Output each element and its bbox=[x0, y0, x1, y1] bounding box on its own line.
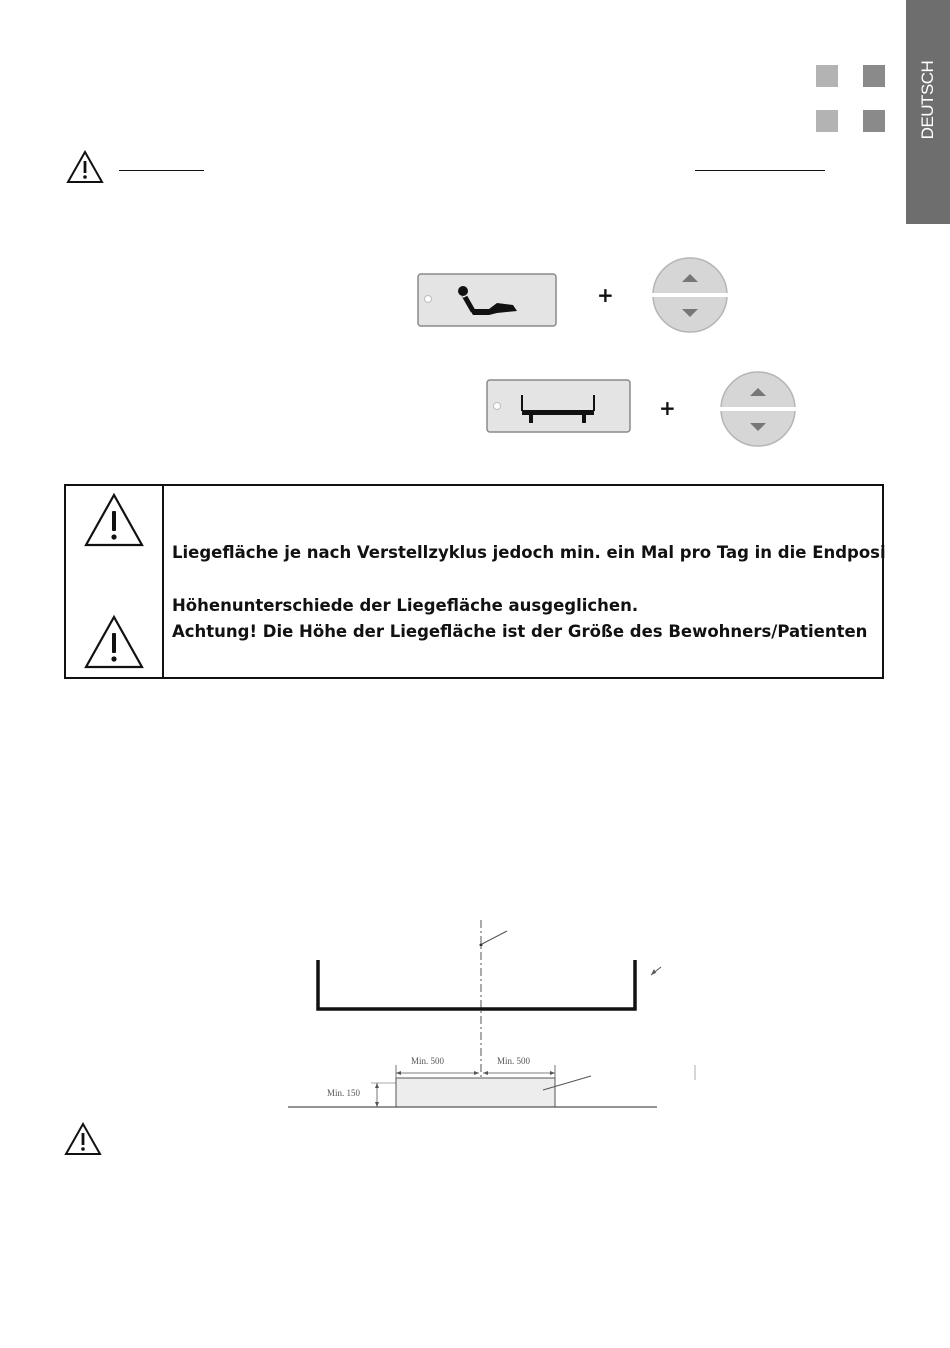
warning-triangle-icon bbox=[64, 1122, 102, 1156]
warning-text-line: Achtung! Die Höhe der Liegefläche ist der Größe des Bewohners/Patienten bbox=[172, 622, 868, 641]
up-down-keypad[interactable] bbox=[652, 256, 728, 334]
decor-square bbox=[863, 110, 885, 132]
language-tab-label: DEUTSCH bbox=[918, 60, 937, 140]
warning-box-divider bbox=[162, 486, 164, 677]
warning-triangle-icon bbox=[83, 614, 145, 670]
up-down-keypad[interactable] bbox=[720, 370, 796, 448]
dimension-label: Min. 150 bbox=[327, 1088, 361, 1098]
warning-triangle-icon bbox=[66, 150, 104, 184]
warning-triangle-icon bbox=[83, 492, 145, 548]
clearance-diagram bbox=[285, 915, 705, 1115]
warning-text-line: Höhenunterschiede der Liegefläche ausgeglichen. bbox=[172, 596, 639, 615]
heading-underline bbox=[695, 170, 825, 171]
plus-sign: + bbox=[659, 396, 676, 420]
warning-box bbox=[64, 484, 884, 679]
decor-square bbox=[816, 110, 838, 132]
decor-square bbox=[816, 65, 838, 87]
dimension-label: Min. 500 bbox=[497, 1056, 531, 1066]
backrest-adjustment-panel[interactable] bbox=[417, 273, 557, 327]
warning-text-line: Liegefläche je nach Verstellzyklus jedoch min. ein Mal pro Tag in die Endposi bbox=[172, 543, 886, 562]
height-adjustment-panel[interactable] bbox=[486, 379, 631, 433]
language-tab bbox=[906, 0, 950, 224]
dimension-label: Min. 500 bbox=[411, 1056, 445, 1066]
plus-sign: + bbox=[597, 283, 614, 307]
heading-underline bbox=[119, 170, 204, 171]
decor-square bbox=[863, 65, 885, 87]
